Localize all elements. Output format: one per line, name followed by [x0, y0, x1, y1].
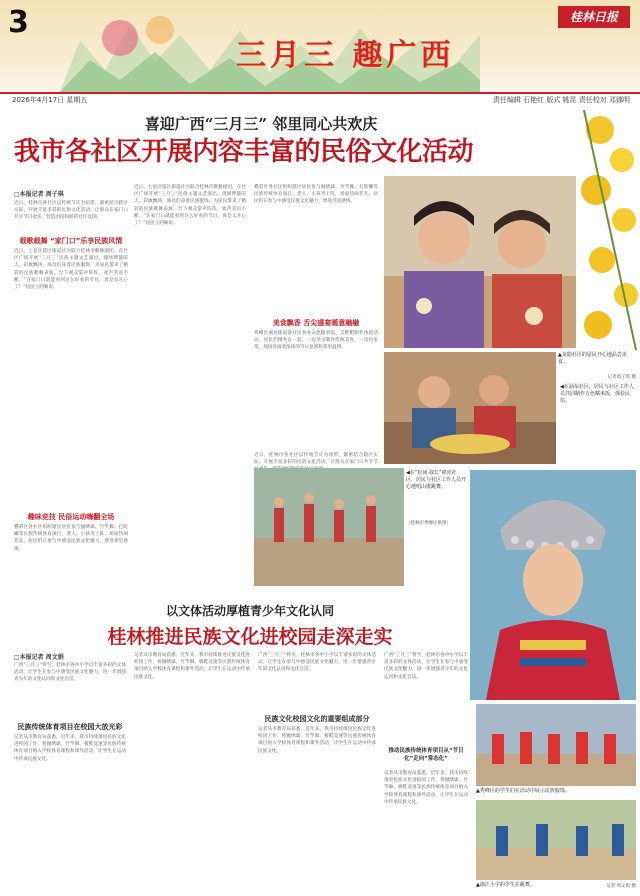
photo-caption: ▲龙隐社区的居民开心地品尝美食。 [558, 352, 627, 365]
story2-paragraph: 记者从市教育局获悉，近年来，我市持续推进民族文化进校园工作，将抛绣球、竹竿舞、板鞋竞速等民族传统体育项目纳入学校体育课程和课外活动，让学生在运动中传承民族文化。 [14, 735, 126, 762]
story1-subhead-3: 美食飘香 舌尖盛宴暖意融融 [272, 319, 360, 327]
story2-subhead-3: 推动民族传统体育项目从“节日化”走向“常态化” [388, 748, 464, 762]
story1-paragraph: 近日，七星区辖区街道社区联合桂林市歌舞剧团，在社区广场开展“三月三”民俗主题文艺演出。现场锣鼓喧天、彩旗飘扬，演员们身着民族服饰，为居民带来了精彩的民族歌舞表演，台下观众掌声阵阵，欢声笑语不断。“在家门口就能看到这么好看的节目，真是太开心了！”居民王阿姨说。 [134, 185, 246, 227]
photo-residents-tasting-food [384, 176, 576, 348]
story2-kicker: 以文体活动厚植青少年文化认同 [165, 604, 334, 618]
flower-decoration [576, 110, 640, 350]
section-banner-title: 三月三 趣广西 [236, 38, 455, 73]
story2-headline: 桂林推进民族文化进校园走深走实 [107, 626, 393, 648]
story2-paragraph: 广西“三月三”将至，桂林市各中小学以丰富多彩的文体活动，让学生在参与中感受民族文化魅力，进一步增强青少年的文化认同和文化自信。 [384, 653, 468, 680]
story1-kicker: 喜迎广西“三月三” 邻里同心共欢庆 [144, 115, 378, 133]
issue-date: 2026年4月17日 星期五 [12, 96, 88, 104]
story1-paragraph: 叠彩区各社区组织辖区居民参与抛绣球、竹竿舞、打陀螺等民族传统体育项目，老人、小孩齐上阵，场面热闹非凡。居民们在参与中感受民族文化魅力，增进邻里感情。 [14, 525, 128, 552]
photo-credit: （桂林市秀峰区供图） [406, 521, 451, 526]
photo-caption: ◀在“松间·叙长”秘密社区，居民与社区工作人员开心地唱山歌跳舞。 [406, 470, 467, 490]
photo-making-rice [384, 352, 556, 464]
photo-caption: ▲秀峰区的学生们在活动中展示民族服饰。 [476, 788, 570, 794]
story2-paragraph: 记者从市教育局获悉，近年来，我市持续推进民族文化进校园工作，将抛绣球、竹竿舞、板鞋竞速等民族传统体育项目纳入学校体育课程和课外活动，让学生在运动中传承民族文化。 [258, 727, 376, 754]
story2-paragraph: 广西“三月三”将至，桂林市各中小学以丰富多彩的文体活动，让学生在参与中感受民族文化魅力，进一步增强青少年的文化认同和文化自信。 [14, 663, 126, 683]
story1-paragraph: 近日，七星区辖区街道社区联合桂林市歌舞剧团，在社区广场开展“三月三”民俗主题文艺演出。现场锣鼓喧天、彩旗飘扬，演员们身着民族服饰，为居民带来了精彩的民族歌舞表演，台下观众掌声阵阵，欢声笑语不断。“在家门口就能看到这么好看的节目，真是太开心了！”居民王阿姨说。 [14, 249, 128, 291]
editor-credits: 责任编辑 石艳红 版式 姚昆 责任校对 邓娜明 [492, 96, 630, 104]
story2-paragraph: 记者从市教育局获悉，近年来，我市持续推进民族文化进校园工作，将抛绣球、竹竿舞、板鞋竞速等民族传统体育项目纳入学校体育课程和课外活动，让学生在运动中传承民族文化。 [134, 653, 250, 680]
story1-subhead-2: 趣味竞技 民俗运动嗨翻全场 [27, 513, 115, 521]
header-rule [0, 92, 640, 94]
story1-paragraph: 叠彩区各社区组织辖区居民参与抛绣球、竹竿舞、打陀螺等民族传统体育项目，老人、小孩齐上阵，场面热闹非凡。居民们在参与中感受民族文化魅力，增进邻里感情。 [254, 185, 378, 205]
story2-paragraph: 广西“三月三”将至，桂林市各中小学以丰富多彩的文体活动，让学生在参与中感受民族文化魅力，进一步增强青少年的文化认同和文化自信。 [258, 653, 376, 673]
story1-paragraph: 近日，桂林市各社区以传统节庆为纽带，紧密结合辖区实际，开展丰富多彩的民俗文化活动，让群众在家门口共享节 [254, 453, 378, 466]
story1-paragraph: 秀峰区丽君街道各社区举办五色糯米饭、艾粑粑制作体验活动，居民们围坐在一起，一边学习制作传统美食，一边拉家常，现场洋溢着浓浓的节日氛围和邻里温情。 [254, 331, 378, 351]
photo-ethnic-costume [470, 470, 636, 700]
photo-credit: 记者周子琪 摄 [607, 375, 636, 380]
photo-singing-dancing [254, 468, 404, 586]
page-number: 3 [8, 5, 29, 40]
story1-paragraph: 近日，桂林市各社区以传统节庆为纽带，紧密结合辖区实际，开展丰富多彩的民俗文化活动，让群众在家门口共享节日欢乐，营造团结和睦的社区氛围。 [14, 201, 128, 221]
story2-paragraph: 记者从市教育局获悉，近年来，我市持续推进民族文化进校园工作，将抛绣球、竹竿舞、板鞋竞速等民族传统体育项目纳入学校体育课程和课外活动，让学生在运动中传承民族文化。 [384, 771, 468, 805]
story2-subhead-1: 民族传统体育项目在校园大放光彩 [17, 723, 123, 731]
story2-byline: □本报记者 周文娟 [14, 654, 64, 661]
story1-headline: 我市各社区开展内容丰富的民俗文化活动 [14, 137, 474, 167]
story1-byline: □本报记者 周子琪 [14, 191, 64, 198]
photo-students-dance [476, 704, 636, 786]
photo-credit: 记者 周文娟 摄 [606, 884, 636, 889]
page-header-banner [0, 0, 640, 92]
story2-subhead-2: 民族文化校园文化的重要组成部分 [264, 715, 370, 723]
photo-caption: ▲漓江小学的学生在跳舞。 [476, 882, 535, 888]
story1-subhead-1: 载歌载舞 “家门口”乐享民族风情 [19, 237, 123, 245]
photo-school-children [476, 800, 636, 880]
photo-caption: ◀在涌东社区，居民与社区工作人员共同制作五色糯米饭，体验民俗。 [560, 384, 634, 404]
newspaper-logo: 桂林日报 [558, 6, 630, 28]
